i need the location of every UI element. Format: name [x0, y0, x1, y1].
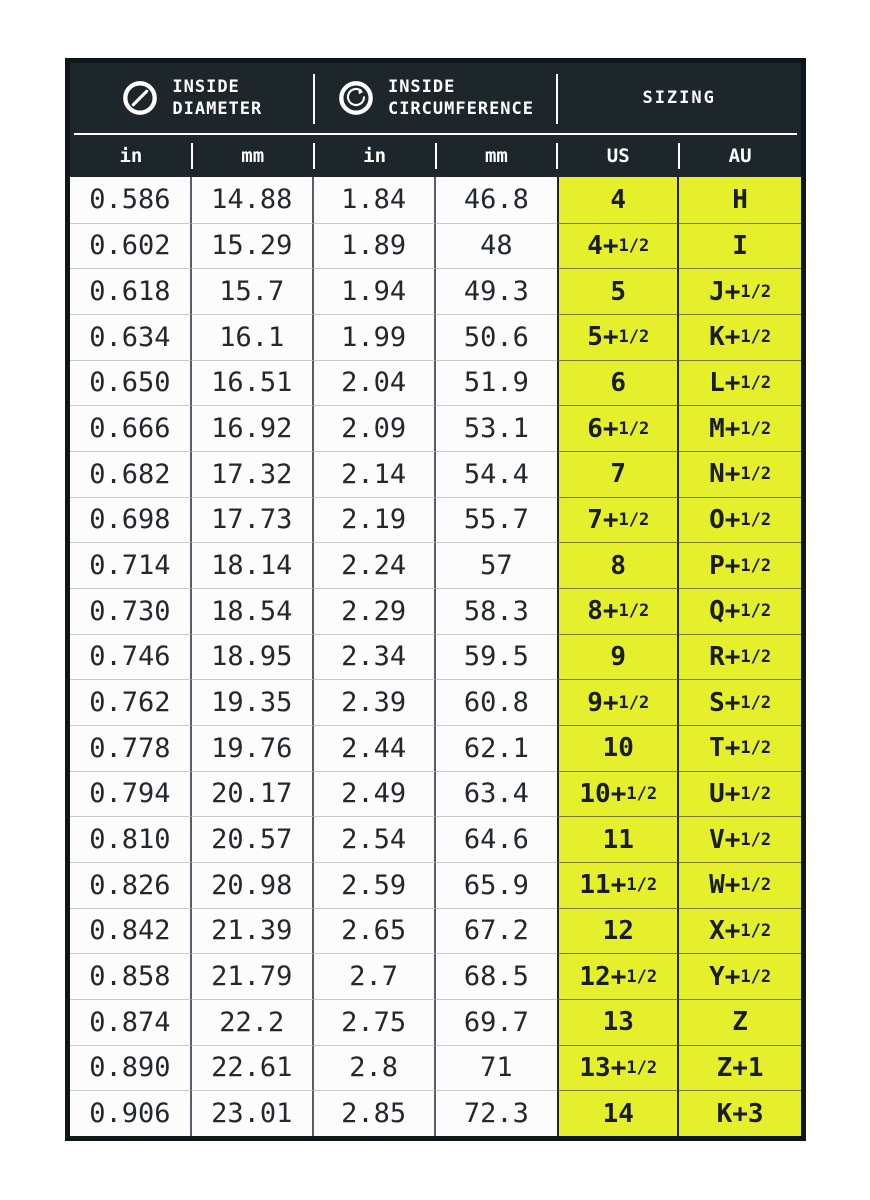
- size-cell: 12+ 1/2: [557, 953, 679, 999]
- size-cell: 5: [557, 268, 679, 314]
- measurement-cell: 53.1: [436, 405, 558, 451]
- size-cell: I: [679, 223, 801, 269]
- measurement-cell: 46.8: [436, 177, 558, 223]
- measurement-cell: 0.810: [70, 816, 192, 862]
- size-cell: T+ 1/2: [679, 725, 801, 771]
- measurement-cell: 2.75: [314, 999, 436, 1045]
- measurement-cell: 2.59: [314, 862, 436, 908]
- size-cell: 7: [557, 451, 679, 497]
- table-row: [70, 268, 801, 314]
- measurement-cell: 0.826: [70, 862, 192, 908]
- measurement-cell: 2.14: [314, 451, 436, 497]
- header-inside-diameter: [70, 63, 314, 133]
- measurement-cell: 19.76: [192, 725, 314, 771]
- table-row: [70, 953, 801, 999]
- measurement-cell: 0.778: [70, 725, 192, 771]
- size-cell: 9: [557, 634, 679, 680]
- measurement-cell: 23.01: [192, 1090, 314, 1136]
- measurement-cell: 58.3: [436, 588, 558, 634]
- measurement-cell: 15.29: [192, 223, 314, 269]
- circumference-icon: [337, 79, 375, 117]
- measurement-cell: 57: [436, 542, 558, 588]
- size-cell: N+ 1/2: [679, 451, 801, 497]
- measurement-cell: 16.1: [192, 314, 314, 360]
- measurement-cell: 2.39: [314, 679, 436, 725]
- header-label-line: CIRCUMFERENCE: [387, 99, 535, 119]
- measurement-cell: 65.9: [436, 862, 558, 908]
- measurement-cell: 0.746: [70, 634, 192, 680]
- measurement-cell: 1.99: [314, 314, 436, 360]
- table-body: [70, 177, 801, 1136]
- size-cell: 11: [557, 816, 679, 862]
- header-label-line: DIAMETER: [172, 99, 263, 119]
- table-row: [70, 497, 801, 543]
- measurement-cell: 22.61: [192, 1045, 314, 1091]
- measurement-cell: 0.666: [70, 405, 192, 451]
- measurement-cell: 18.95: [192, 634, 314, 680]
- table-row: [70, 405, 801, 451]
- size-cell: 8: [557, 542, 679, 588]
- size-cell: U+ 1/2: [679, 771, 801, 817]
- size-cell: S+ 1/2: [679, 679, 801, 725]
- header-label-group: [388, 76, 534, 121]
- ring-size-chart: [65, 58, 806, 1141]
- measurement-cell: 0.842: [70, 908, 192, 954]
- table-row: [70, 999, 801, 1045]
- measurement-cell: 2.04: [314, 360, 436, 406]
- size-cell: 5+ 1/2: [557, 314, 679, 360]
- measurement-cell: 59.5: [436, 634, 558, 680]
- table-row: [70, 725, 801, 771]
- col-header-us: US: [557, 135, 679, 177]
- measurement-cell: 0.698: [70, 497, 192, 543]
- measurement-cell: 63.4: [436, 771, 558, 817]
- table-row: [70, 679, 801, 725]
- measurement-cell: 0.682: [70, 451, 192, 497]
- size-cell: P+ 1/2: [679, 542, 801, 588]
- measurement-cell: 20.17: [192, 771, 314, 817]
- size-cell: 8+ 1/2: [557, 588, 679, 634]
- size-cell: 10+ 1/2: [557, 771, 679, 817]
- measurement-cell: 17.32: [192, 451, 314, 497]
- measurement-cell: 2.65: [314, 908, 436, 954]
- table-row: [70, 177, 801, 223]
- size-cell: K+3: [679, 1090, 801, 1136]
- measurement-cell: 1.94: [314, 268, 436, 314]
- measurement-cell: 2.34: [314, 634, 436, 680]
- measurement-cell: 69.7: [436, 999, 558, 1045]
- table-row: [70, 451, 801, 497]
- measurement-cell: 18.14: [192, 542, 314, 588]
- size-cell: Z+1: [679, 1045, 801, 1091]
- size-cell: 10: [557, 725, 679, 771]
- measurement-cell: 0.634: [70, 314, 192, 360]
- size-cell: K+ 1/2: [679, 314, 801, 360]
- size-cell: V+ 1/2: [679, 816, 801, 862]
- col-header-au: AU: [728, 145, 752, 167]
- measurement-cell: 15.7: [192, 268, 314, 314]
- measurement-cell: 16.51: [192, 360, 314, 406]
- measurement-cell: 1.89: [314, 223, 436, 269]
- table-row: [70, 771, 801, 817]
- table-header: [70, 63, 801, 177]
- size-cell: 14: [557, 1090, 679, 1136]
- measurement-cell: 2.19: [314, 497, 436, 543]
- measurement-cell: 72.3: [436, 1090, 558, 1136]
- measurement-cell: 60.8: [436, 679, 558, 725]
- measurement-cell: 2.44: [314, 725, 436, 771]
- size-cell: 6: [557, 360, 679, 406]
- table-row: [70, 588, 801, 634]
- measurement-cell: 1.84: [314, 177, 436, 223]
- header-groups: [70, 63, 801, 133]
- table-row: [70, 314, 801, 360]
- measurement-cell: 64.6: [436, 816, 558, 862]
- size-cell: Q+ 1/2: [679, 588, 801, 634]
- measurement-cell: 20.98: [192, 862, 314, 908]
- col-header-circumference-mm: mm: [436, 135, 558, 177]
- measurement-cell: 2.8: [314, 1045, 436, 1091]
- measurement-cell: 0.650: [70, 360, 192, 406]
- col-header-diameter-mm: mm: [192, 135, 314, 177]
- col-header-circumference-in: in: [314, 135, 436, 177]
- measurement-cell: 0.858: [70, 953, 192, 999]
- header-label-group: [172, 76, 262, 121]
- measurement-cell: 67.2: [436, 908, 558, 954]
- measurement-cell: 50.6: [436, 314, 558, 360]
- measurement-cell: 0.618: [70, 268, 192, 314]
- size-cell: 12: [557, 908, 679, 954]
- size-cell: H: [679, 177, 801, 223]
- measurement-cell: 0.762: [70, 679, 192, 725]
- size-cell: M+ 1/2: [679, 405, 801, 451]
- measurement-cell: 21.79: [192, 953, 314, 999]
- size-cell: R+ 1/2: [679, 634, 801, 680]
- measurement-cell: 0.906: [70, 1090, 192, 1136]
- table-row: [70, 816, 801, 862]
- measurement-cell: 49.3: [436, 268, 558, 314]
- size-cell: Z: [679, 999, 801, 1045]
- table-row: [70, 360, 801, 406]
- measurement-cell: 0.890: [70, 1045, 192, 1091]
- size-cell: 13: [557, 999, 679, 1045]
- size-cell: L+ 1/2: [679, 360, 801, 406]
- measurement-cell: 16.92: [192, 405, 314, 451]
- measurement-cell: 0.874: [70, 999, 192, 1045]
- measurement-cell: 14.88: [192, 177, 314, 223]
- measurement-cell: 0.730: [70, 588, 192, 634]
- diameter-icon: [121, 79, 159, 117]
- measurement-cell: 68.5: [436, 953, 558, 999]
- col-header-diameter-in: in: [70, 135, 192, 177]
- measurement-cell: 2.24: [314, 542, 436, 588]
- table-row: [70, 634, 801, 680]
- table-row: [70, 542, 801, 588]
- measurement-cell: 2.54: [314, 816, 436, 862]
- measurement-cell: 54.4: [436, 451, 558, 497]
- measurement-cell: 0.794: [70, 771, 192, 817]
- measurement-cell: 62.1: [436, 725, 558, 771]
- measurement-cell: 51.9: [436, 360, 558, 406]
- size-cell: 11+ 1/2: [557, 862, 679, 908]
- measurement-cell: 2.85: [314, 1090, 436, 1136]
- measurement-cell: 17.73: [192, 497, 314, 543]
- measurement-cell: 19.35: [192, 679, 314, 725]
- header-label-line: SIZING: [642, 87, 716, 108]
- measurement-cell: 0.602: [70, 223, 192, 269]
- size-cell: X+ 1/2: [679, 908, 801, 954]
- size-cell: Y+ 1/2: [679, 953, 801, 999]
- header-inside-circumference: [314, 63, 558, 133]
- measurement-cell: 21.39: [192, 908, 314, 954]
- table-row: [70, 1045, 801, 1091]
- measurement-cell: 18.54: [192, 588, 314, 634]
- size-cell: 4: [557, 177, 679, 223]
- size-cell: 4+ 1/2: [557, 223, 679, 269]
- table-row: [70, 223, 801, 269]
- table-row: [70, 1090, 801, 1136]
- size-cell: 6+ 1/2: [557, 405, 679, 451]
- measurement-cell: 2.29: [314, 588, 436, 634]
- measurement-cell: 0.586: [70, 177, 192, 223]
- measurement-cell: 55.7: [436, 497, 558, 543]
- header-sizing: [557, 63, 801, 133]
- measurement-cell: 22.2: [192, 999, 314, 1045]
- header-label-line: INSIDE: [172, 76, 240, 97]
- size-cell: 7+ 1/2: [557, 497, 679, 543]
- size-cell: W+ 1/2: [679, 862, 801, 908]
- size-cell: O+ 1/2: [679, 497, 801, 543]
- size-cell: 13+ 1/2: [557, 1045, 679, 1091]
- size-cell: 9+ 1/2: [557, 679, 679, 725]
- table-row: [70, 862, 801, 908]
- measurement-cell: 48: [436, 223, 558, 269]
- table-row: [70, 908, 801, 954]
- measurement-cell: 2.7: [314, 953, 436, 999]
- measurement-cell: 20.57: [192, 816, 314, 862]
- measurement-cell: 0.714: [70, 542, 192, 588]
- column-header-row: [70, 135, 801, 177]
- measurement-cell: 2.09: [314, 405, 436, 451]
- size-cell: J+ 1/2: [679, 268, 801, 314]
- header-label-line: INSIDE: [387, 76, 456, 97]
- measurement-cell: 71: [436, 1045, 558, 1091]
- measurement-cell: 2.49: [314, 771, 436, 817]
